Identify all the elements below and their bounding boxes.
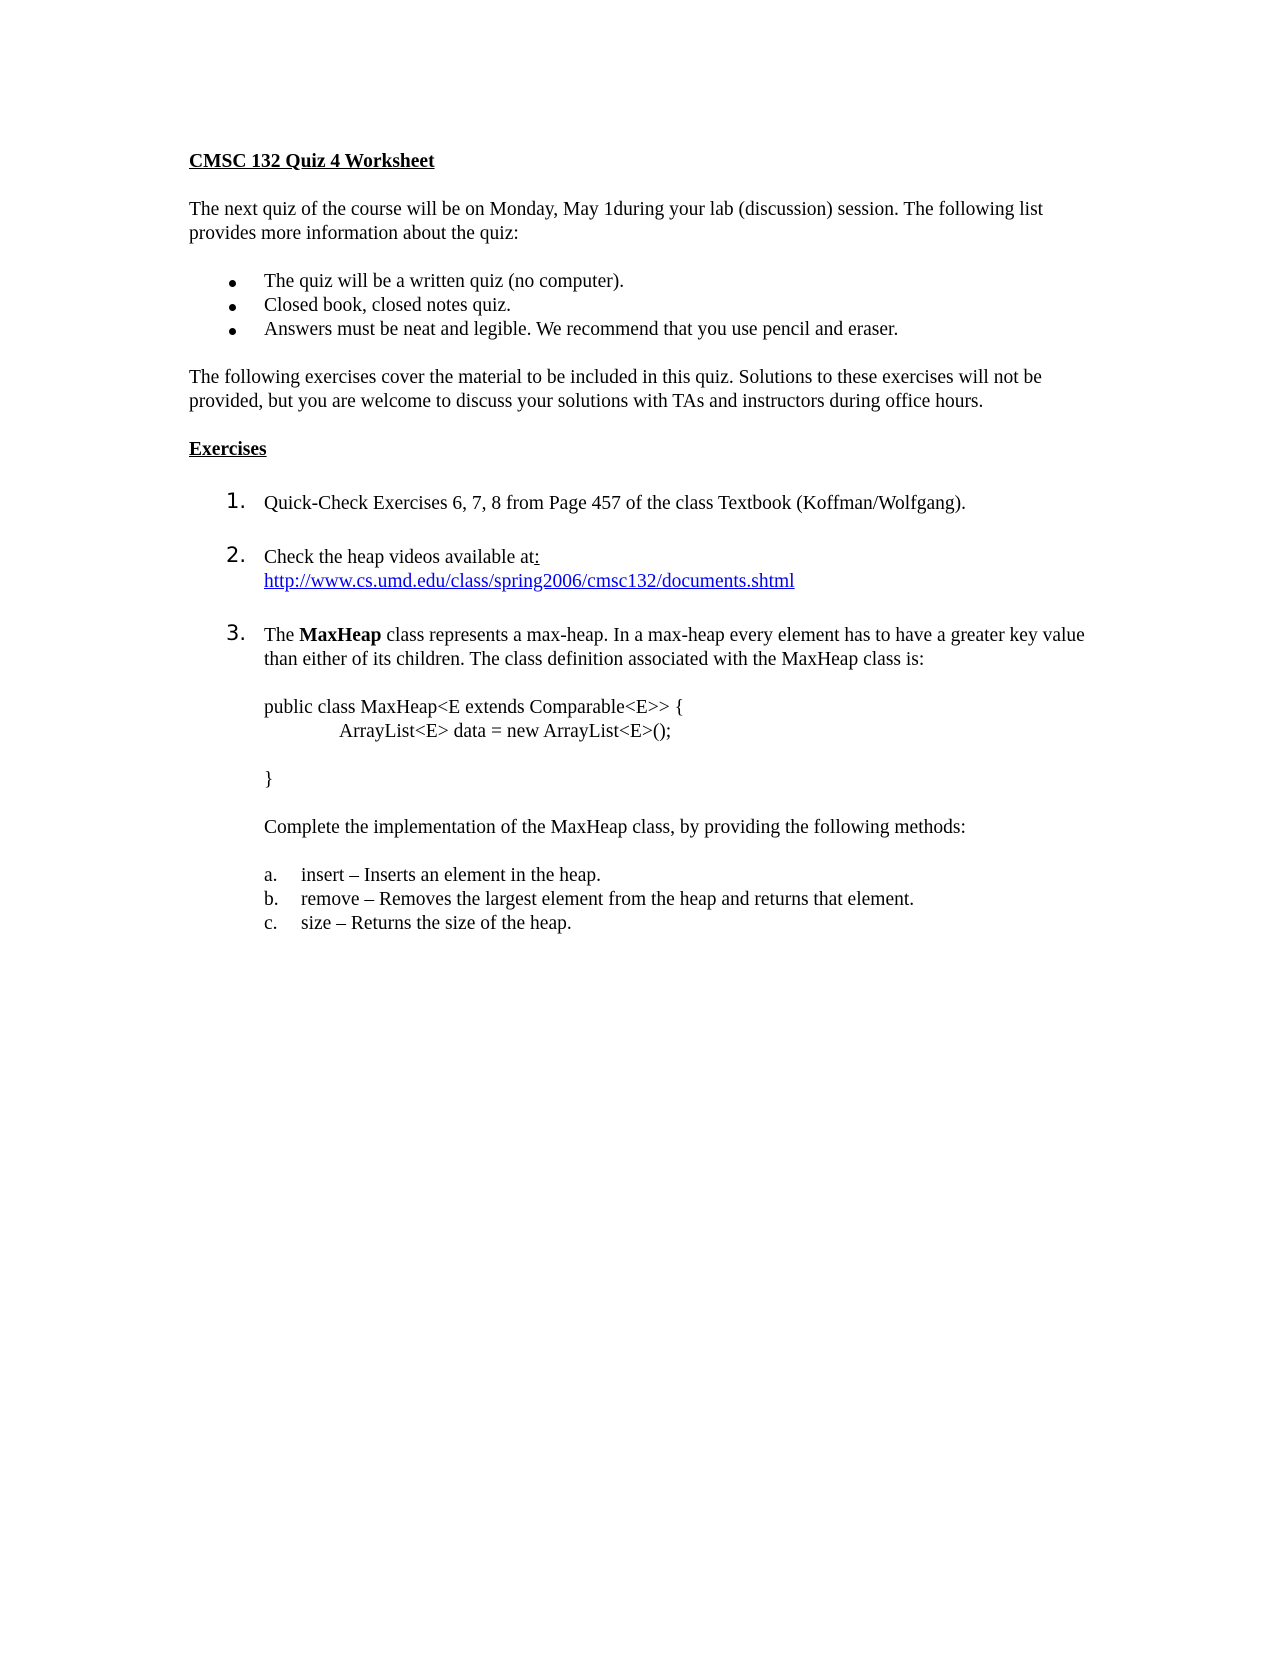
quiz-info-list xyxy=(189,270,1089,342)
intro-paragraph: The next quiz of the course will be on Monday, May 1during your lab (discussion) session. The following list provides more information about the quiz: xyxy=(189,199,1044,244)
maxheap-bold: MaxHeap xyxy=(299,625,382,646)
method-text: size – Returns the size of the heap. xyxy=(301,913,572,934)
code-line: ArrayList<E> data = new ArrayList<E>(); xyxy=(339,721,672,742)
methods-list xyxy=(264,864,1089,936)
code-block xyxy=(264,696,1089,792)
page-title: CMSC 132 Quiz 4 Worksheet xyxy=(189,151,435,172)
document-page xyxy=(189,150,1089,936)
exercise-prefix: The xyxy=(264,625,300,646)
method-text: remove – Removes the largest element from the heap and returns that element. xyxy=(301,889,915,910)
complete-paragraph: Complete the implementation of the MaxHeap class, by providing the following methods: xyxy=(264,817,966,838)
exercise-text: Check the heap videos available at xyxy=(264,547,535,568)
method-letter: c. xyxy=(264,913,278,934)
list-item xyxy=(189,270,1089,294)
bullet-text: Answers must be neat and legible. We recommend that you use pencil and eraser. xyxy=(264,319,899,340)
exercise-2 xyxy=(189,543,1089,594)
heap-videos-link[interactable]: http://www.cs.umd.edu/class/spring2006/cmsc132/documents.shtml xyxy=(264,571,795,592)
list-item xyxy=(264,888,1089,912)
bullet-icon xyxy=(229,304,236,311)
code-line: } xyxy=(264,769,274,790)
method-text: insert – Inserts an element in the heap. xyxy=(301,865,601,886)
bullet-icon xyxy=(229,280,236,287)
list-item xyxy=(264,912,1089,936)
bullet-text: The quiz will be a written quiz (no computer). xyxy=(264,271,625,292)
list-item xyxy=(189,318,1089,342)
exercises-intro-paragraph: The following exercises cover the material to be included in this quiz. Solutions to these exercises will not be provided, but you are welcome to discuss your solutions with TAs and instructors during office hours. xyxy=(189,367,1042,412)
exercise-text: class represents a max-heap. In a max-heap every element has to have a greater key value than either of its children. The class definition associated with the MaxHeap class is: xyxy=(264,625,1085,670)
bullet-icon xyxy=(229,328,236,335)
bullet-text: Closed book, closed notes quiz. xyxy=(264,295,511,316)
exercise-text: Quick-Check Exercises 6, 7, 8 from Page 457 of the class Textbook (Koffman/Wolfgang). xyxy=(264,493,966,514)
exercise-number: 3. xyxy=(226,621,247,645)
exercise-number: 1. xyxy=(226,489,247,513)
list-item xyxy=(189,294,1089,318)
list-item xyxy=(264,864,1089,888)
exercise-colon: : xyxy=(534,547,540,568)
exercises-heading: Exercises xyxy=(189,439,267,460)
exercise-number: 2. xyxy=(226,543,247,567)
exercise-3 xyxy=(189,621,1089,936)
exercise-1 xyxy=(189,489,1089,516)
code-line: public class MaxHeap<E extends Comparable<E>> { xyxy=(264,697,684,718)
method-letter: a. xyxy=(264,865,278,886)
method-letter: b. xyxy=(264,889,279,910)
